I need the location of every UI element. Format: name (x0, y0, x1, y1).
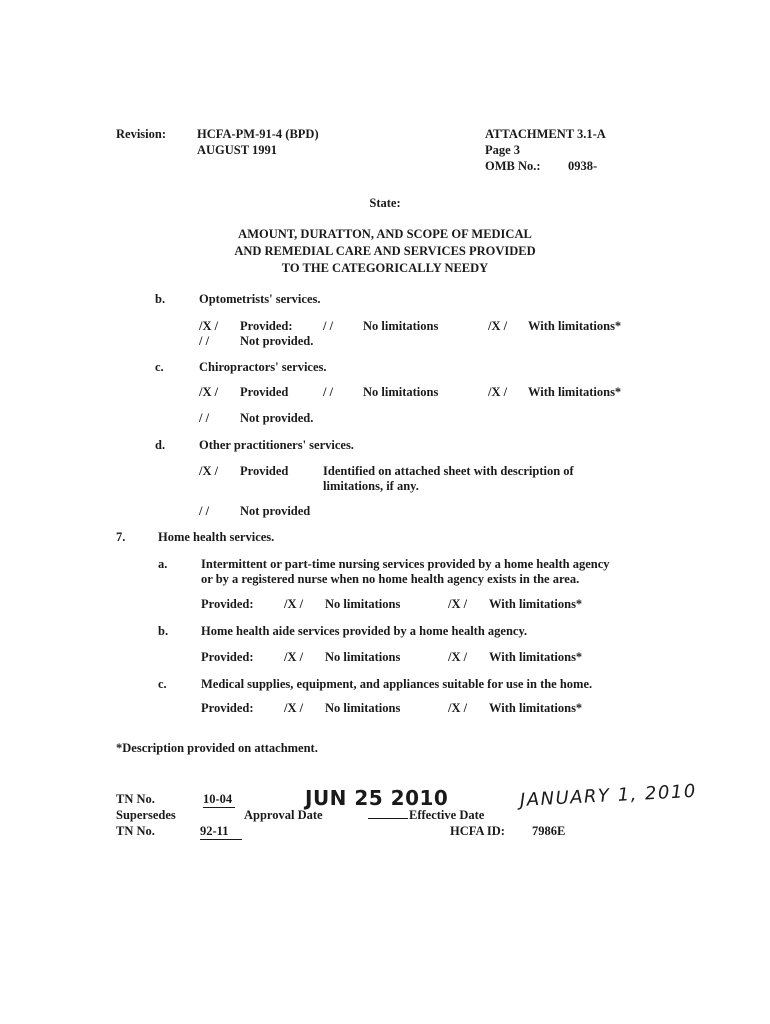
omb-value: 0938- (568, 159, 598, 173)
state-label: State: (369, 196, 401, 210)
item-c-with-limitations: With limitations* (528, 385, 622, 399)
attachment-title: ATTACHMENT 3.1-A (485, 127, 606, 141)
s7b-provided: Provided: (201, 650, 254, 664)
section-7-title: Home health services. (158, 530, 275, 544)
s7c-provided: Provided: (201, 701, 254, 715)
revision-label: Revision: (116, 127, 166, 141)
item-b-mark-notprovided: / / (199, 334, 210, 348)
item-d-mark-provided: /X / (199, 464, 219, 478)
item-d-mark-notprovided: / / (199, 504, 210, 518)
s7c-line-1: Medical supplies, equipment, and appliances suitable for use in the home. (201, 677, 593, 691)
item-d-not-provided: Not provided (240, 504, 311, 518)
item-c-not-provided: Not provided. (240, 411, 314, 425)
s7a-mark-2: /X / (448, 597, 468, 611)
tn-prev-value: 92-11 (200, 824, 242, 840)
item-b-mark-nolimit: / / (323, 319, 334, 333)
item-d-provided: Provided (240, 464, 289, 478)
page-number: Page 3 (485, 143, 521, 157)
item-c-letter: c. (155, 360, 164, 374)
footnote: *Description provided on attachment. (116, 741, 318, 755)
s7a-no-limitations: No limitations (325, 597, 401, 611)
s7c-mark-2: /X / (448, 701, 468, 715)
tn-label: TN No. (116, 792, 155, 806)
omb-label: OMB No.: (485, 159, 541, 173)
item-d-identified-line-1: Identified on attached sheet with description of (323, 464, 574, 478)
s7a-provided: Provided: (201, 597, 254, 611)
s7a-mark-1: /X / (284, 597, 304, 611)
s7b-mark-1: /X / (284, 650, 304, 664)
item-b-provided: Provided: (240, 319, 293, 333)
s7b-line-1: Home health aide services provided by a home health agency. (201, 624, 528, 638)
item-d-identified-line-2: limitations, if any. (323, 479, 419, 493)
item-c-mark-withlimit: /X / (488, 385, 508, 399)
title-line-1: AMOUNT, DURATTON, AND SCOPE OF MEDICAL (238, 227, 532, 241)
item-b-no-limitations: No limitations (363, 319, 439, 333)
item-c-provided: Provided (240, 385, 289, 399)
s7b-mark-2: /X / (448, 650, 468, 664)
approval-date-label: Approval Date (244, 808, 323, 822)
s7c-mark-1: /X / (284, 701, 304, 715)
supersedes-label: Supersedes (116, 808, 176, 822)
title-line-2: AND REMEDIAL CARE AND SERVICES PROVIDED (234, 244, 536, 258)
item-d-title: Other practitioners' services. (199, 438, 354, 452)
item-b-not-provided: Not provided. (240, 334, 314, 348)
s7c-with-limitations: With limitations* (489, 701, 583, 715)
item-b-mark-withlimit: /X / (488, 319, 508, 333)
item-b-letter: b. (155, 292, 166, 306)
item-c-mark-provided: /X / (199, 385, 219, 399)
title-line-3: TO THE CATEGORICALLY NEEDY (281, 261, 489, 275)
hcfa-id-value: 7986E (532, 824, 566, 838)
form-date: AUGUST 1991 (197, 143, 277, 157)
form-id: HCFA-PM-91-4 (BPD) (197, 127, 319, 141)
item-d-letter: d. (155, 438, 166, 452)
item-c-mark-notprovided: / / (199, 411, 210, 425)
effective-date-handwritten: JANUARY 1, 2010 (519, 780, 698, 811)
approval-date-stamp: JUN 25 2010 (305, 786, 449, 810)
section-7-number: 7. (116, 530, 126, 544)
item-b-title: Optometrists' services. (199, 292, 321, 306)
item-c-mark-nolimit: / / (323, 385, 334, 399)
hcfa-id-label: HCFA ID: (450, 824, 505, 838)
s7c-no-limitations: No limitations (325, 701, 401, 715)
item-c-title: Chiropractors' services. (199, 360, 327, 374)
s7a-with-limitations: With limitations* (489, 597, 583, 611)
s7b-letter: b. (158, 624, 169, 638)
s7a-line-1: Intermittent or part-time nursing services provided by a home health agency (201, 557, 610, 571)
effective-date-label: Effective Date (409, 808, 485, 822)
item-b-with-limitations: With limitations* (528, 319, 622, 333)
tn-value: 10-04 (203, 792, 235, 808)
s7a-line-2: or by a registered nurse when no home health agency exists in the area. (201, 572, 580, 586)
s7b-with-limitations: With limitations* (489, 650, 583, 664)
s7b-no-limitations: No limitations (325, 650, 401, 664)
tn-label-2: TN No. (116, 824, 155, 838)
s7c-letter: c. (158, 677, 167, 691)
effective-date-underline (368, 808, 408, 823)
s7a-letter: a. (158, 557, 168, 571)
item-b-mark-provided: /X / (199, 319, 219, 333)
item-c-no-limitations: No limitations (363, 385, 439, 399)
